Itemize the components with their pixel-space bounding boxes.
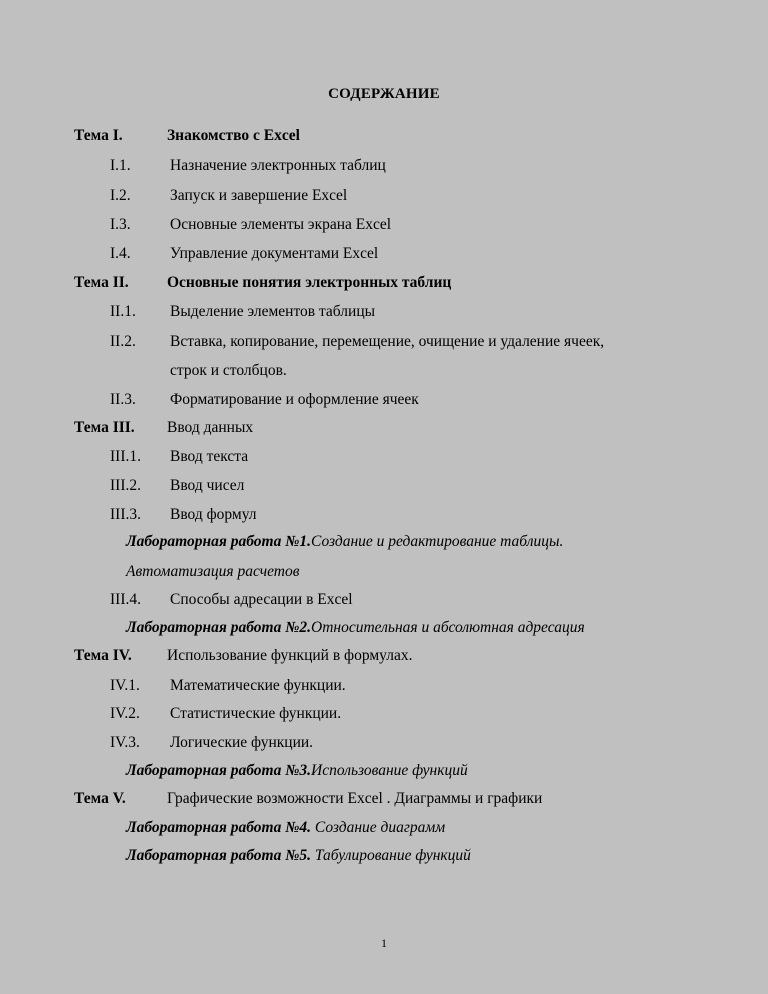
section-title: Ввод чисел bbox=[170, 477, 245, 494]
section-number: I.3. bbox=[110, 216, 131, 233]
section-number: II.2. bbox=[110, 333, 136, 350]
lab-entry bbox=[126, 818, 445, 838]
section-number: IV.3. bbox=[110, 734, 140, 751]
section-title: Основные элементы экрана Excel bbox=[170, 216, 392, 233]
topic-number: Тема IV. bbox=[74, 647, 132, 664]
section-title: Назначение электронных таблиц bbox=[170, 157, 386, 174]
topic-title: Ввод данных bbox=[167, 419, 254, 436]
section-number: III.4. bbox=[110, 591, 141, 608]
section-title: Выделение элементов таблицы bbox=[170, 303, 376, 320]
lab-label: Лабораторная работа №4. bbox=[126, 819, 312, 836]
topic-number: Тема II. bbox=[74, 274, 129, 291]
topic-number: Тема V. bbox=[74, 790, 126, 807]
lab-entry bbox=[126, 846, 471, 866]
section-number: II.1. bbox=[110, 303, 136, 320]
lab-text: Создание и редактирование таблицы. bbox=[311, 533, 564, 550]
lab-label: Лабораторная работа №1. bbox=[126, 533, 312, 550]
section-title: Математические функции. bbox=[170, 677, 346, 694]
section-title: Статистические функции. bbox=[170, 705, 342, 722]
section-number: II.3. bbox=[110, 391, 136, 408]
section-title: Ввод формул bbox=[170, 506, 257, 523]
section-number: IV.1. bbox=[110, 677, 140, 694]
lab-entry bbox=[126, 618, 585, 638]
section-title: Логические функции. bbox=[170, 734, 314, 751]
lab-text: Использование функций bbox=[311, 762, 468, 779]
section-title: Запуск и завершение Excel bbox=[170, 187, 348, 204]
section-title: Форматирование и оформление ячеек bbox=[170, 391, 419, 408]
lab-entry bbox=[126, 761, 468, 781]
section-number: I.4. bbox=[110, 245, 131, 262]
lab-label: Лабораторная работа №5. bbox=[126, 847, 312, 864]
section-number: I.2. bbox=[110, 187, 131, 204]
section-title-continued: строк и столбцов. bbox=[170, 362, 287, 379]
topic-number: Тема I. bbox=[74, 127, 123, 144]
lab-entry bbox=[126, 532, 563, 552]
section-title: Управление документами Excel bbox=[170, 245, 379, 262]
lab-text: Относительная и абсолютная адресация bbox=[311, 619, 585, 636]
topic-title: Графические возможности Excel . Диаграммы и графики bbox=[167, 790, 543, 807]
page-title: СОДЕРЖАНИЕ bbox=[328, 86, 440, 102]
topic-title: Использование функций в формулах. bbox=[167, 647, 413, 664]
section-number: III.1. bbox=[110, 448, 141, 465]
lab-label: Лабораторная работа №3. bbox=[126, 762, 312, 779]
section-number: III.2. bbox=[110, 477, 141, 494]
section-number: III.3. bbox=[110, 506, 141, 523]
lab-text-continued: Автоматизация расчетов bbox=[126, 563, 300, 580]
section-title: Вставка, копирование, перемещение, очищение и удаление ячеек, bbox=[170, 333, 605, 350]
page-number: 1 bbox=[381, 936, 387, 950]
lab-label: Лабораторная работа №2. bbox=[126, 619, 312, 636]
topic-number: Тема III. bbox=[74, 419, 135, 436]
lab-text: Табулирование функций bbox=[311, 847, 471, 864]
topic-title: Основные понятия электронных таблиц bbox=[167, 274, 452, 291]
section-title: Ввод текста bbox=[170, 448, 249, 465]
section-number: IV.2. bbox=[110, 705, 140, 722]
section-title: Способы адресации в Excel bbox=[170, 591, 353, 608]
section-number: I.1. bbox=[110, 157, 131, 174]
lab-text: Создание диаграмм bbox=[311, 819, 446, 836]
topic-title: Знакомство с Excel bbox=[167, 127, 300, 144]
